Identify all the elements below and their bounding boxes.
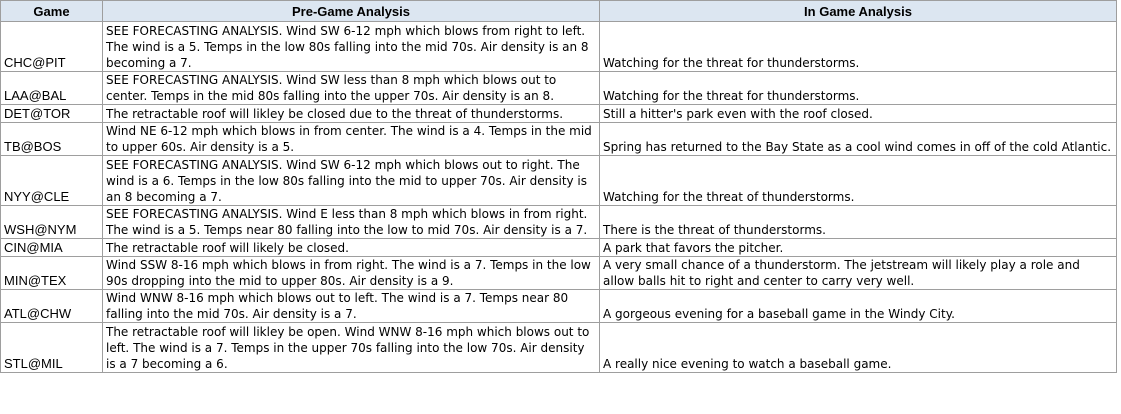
pre-game-cell: SEE FORECASTING ANALYSIS. Wind SW 6-12 mph which blows out to right. The wind is a 6. Temps in the low 80s falling into the mid to upper 70s. Air density is an 8 becoming a 7. bbox=[103, 156, 600, 206]
header-pre-game-analysis: Pre-Game Analysis bbox=[103, 1, 600, 22]
table-row bbox=[1, 206, 1117, 239]
table-row bbox=[1, 257, 1117, 290]
game-cell: ATL@CHW bbox=[1, 290, 103, 323]
table-row bbox=[1, 239, 1117, 257]
pre-game-cell: The retractable roof will likely be closed. bbox=[103, 239, 600, 257]
table-row bbox=[1, 105, 1117, 123]
in-game-cell: Spring has returned to the Bay State as a cool wind comes in off of the cold Atlantic. bbox=[600, 123, 1117, 156]
pre-game-cell: Wind WNW 8-16 mph which blows out to left. The wind is a 7. Temps near 80 falling into the mid 70s. Air density is a 7. bbox=[103, 290, 600, 323]
game-cell: MIN@TEX bbox=[1, 257, 103, 290]
table-row bbox=[1, 22, 1117, 72]
in-game-cell: A very small chance of a thunderstorm. The jetstream will likely play a role and allow balls hit to right and center to carry very well. bbox=[600, 257, 1117, 290]
header-game: Game bbox=[1, 1, 103, 22]
pre-game-cell: The retractable roof will likley be open. Wind WNW 8-16 mph which blows out to left. The wind is a 7. Temps in the upper 70s falling into the low 70s. Air density is a 7 becoming a 6. bbox=[103, 323, 600, 373]
pre-game-cell: SEE FORECASTING ANALYSIS. Wind E less than 8 mph which blows in from right. The wind is a 5. Temps near 80 falling into the low to mid 70s. Air density is a 7. bbox=[103, 206, 600, 239]
header-in-game-analysis: In Game Analysis bbox=[600, 1, 1117, 22]
in-game-cell: There is the threat of thunderstorms. bbox=[600, 206, 1117, 239]
table-row bbox=[1, 72, 1117, 105]
in-game-cell: A gorgeous evening for a baseball game in the Windy City. bbox=[600, 290, 1117, 323]
pre-game-cell: Wind SSW 8-16 mph which blows in from right. The wind is a 7. Temps in the low 90s dropping into the mid to upper 80s. Air density is a 9. bbox=[103, 257, 600, 290]
table-row bbox=[1, 156, 1117, 206]
in-game-cell: A really nice evening to watch a baseball game. bbox=[600, 323, 1117, 373]
in-game-cell: Watching for the threat of thunderstorms. bbox=[600, 156, 1117, 206]
game-cell: CHC@PIT bbox=[1, 22, 103, 72]
table-row bbox=[1, 323, 1117, 373]
pre-game-cell: Wind NE 6-12 mph which blows in from center. The wind is a 4. Temps in the mid to upper 60s. Air density is a 5. bbox=[103, 123, 600, 156]
header-row bbox=[1, 1, 1117, 22]
table-row bbox=[1, 290, 1117, 323]
game-cell: LAA@BAL bbox=[1, 72, 103, 105]
in-game-cell: Still a hitter's park even with the roof closed. bbox=[600, 105, 1117, 123]
game-cell: TB@BOS bbox=[1, 123, 103, 156]
pre-game-cell: SEE FORECASTING ANALYSIS. Wind SW 6-12 mph which blows from right to left. The wind is a 5. Temps in the low 80s falling into the mid 70s. Air density is an 8 becoming a 7. bbox=[103, 22, 600, 72]
table-row bbox=[1, 123, 1117, 156]
game-cell: WSH@NYM bbox=[1, 206, 103, 239]
in-game-cell: Watching for the threat for thunderstorms. bbox=[600, 72, 1117, 105]
in-game-cell: Watching for the threat for thunderstorms. bbox=[600, 22, 1117, 72]
pre-game-cell: SEE FORECASTING ANALYSIS. Wind SW less than 8 mph which blows out to center. Temps in the mid 80s falling into the upper 70s. Air density is an 8. bbox=[103, 72, 600, 105]
game-cell: DET@TOR bbox=[1, 105, 103, 123]
pre-game-cell: The retractable roof will likley be closed due to the threat of thunderstorms. bbox=[103, 105, 600, 123]
game-cell: CIN@MIA bbox=[1, 239, 103, 257]
game-cell: NYY@CLE bbox=[1, 156, 103, 206]
game-cell: STL@MIL bbox=[1, 323, 103, 373]
in-game-cell: A park that favors the pitcher. bbox=[600, 239, 1117, 257]
